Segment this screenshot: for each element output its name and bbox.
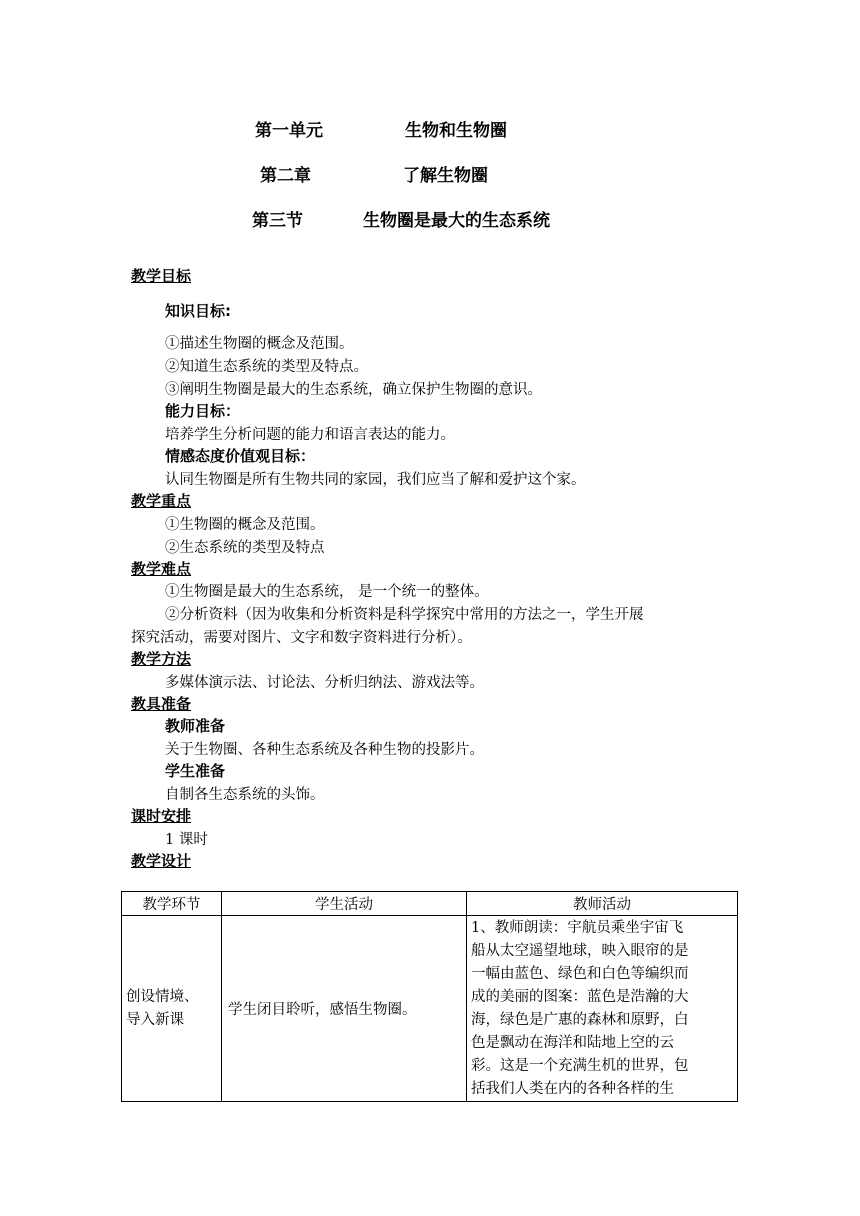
teacher-line: 成的美丽的图案：蓝色是浩瀚的大 [471, 989, 689, 1005]
schedule-heading: 课时安排 [131, 807, 192, 825]
chapter-name: 了解生物圈 [403, 166, 488, 186]
emotion-goals-text: 认同生物圈是所有生物共同的家园，我们应当了解和爱护这个家。 [165, 472, 586, 488]
design-table [121, 891, 738, 1102]
difficulties-heading: 教学难点 [131, 560, 192, 578]
knowledge-goals-label: 知识目标: [165, 302, 231, 320]
column-header-stage: 教学环节 [122, 892, 222, 916]
key-points-heading: 教学重点 [131, 492, 192, 510]
teacher-prep-text: 关于生物圈、各种生态系统及各种生物的投影片。 [165, 742, 484, 758]
teacher-line: 1、教师朗读：宇航员乘坐宇宙飞 [471, 920, 684, 936]
methods-heading: 教学方法 [131, 650, 192, 668]
design-heading: 教学设计 [131, 852, 192, 870]
ability-goals-text: 培养学生分析问题的能力和语言表达的能力。 [165, 427, 455, 443]
key-point-item: ①生物圈的概念及范围。 [165, 517, 325, 533]
column-header-student: 学生活动 [222, 892, 467, 916]
section-name: 生物圈是最大的生态系统 [363, 211, 550, 231]
stage-line: 创设情境、 [126, 988, 199, 1005]
unit-label: 第一单元 [255, 121, 323, 141]
ability-goals-label: 能力目标： [165, 402, 241, 420]
teacher-line: 色是飘动在海洋和陆地上空的云 [471, 1035, 674, 1051]
teacher-line: 船从太空遥望地球，映入眼帘的是 [471, 943, 689, 959]
student-activity-cell: 学生闭目聆听，感悟生物圈。 [222, 916, 467, 1102]
teacher-activity-cell [467, 916, 738, 1102]
stage-line: 导入新课 [126, 1011, 184, 1028]
emotion-goals-label: 情感态度价值观目标： [165, 447, 316, 465]
difficulty-item: ②分析资料（因为收集和分析资料是科学探究中常用的方法之一，学生开展 [165, 607, 644, 623]
student-prep-label: 学生准备 [165, 762, 226, 780]
knowledge-item: ①描述生物圈的概念及范围。 [165, 336, 354, 352]
teacher-line: 一幅由蓝色、绿色和白色等编织而 [471, 966, 689, 982]
teacher-line: 海，绿色是广惠的森林和原野，白 [471, 1012, 689, 1028]
table-header-row [122, 892, 738, 916]
tools-heading: 教具准备 [131, 695, 192, 713]
column-header-teacher: 教师活动 [467, 892, 738, 916]
teacher-prep-label: 教师准备 [165, 717, 226, 735]
unit-name: 生物和生物圈 [405, 121, 507, 141]
difficulty-item-continued: 探究活动，需要对图片、文字和数字资料进行分析）。 [131, 630, 472, 646]
stage-cell [122, 916, 222, 1102]
chapter-label: 第二章 [260, 166, 311, 186]
knowledge-item: ②知道生态系统的类型及特点。 [165, 359, 368, 375]
student-prep-text: 自制各生态系统的头饰。 [165, 787, 325, 803]
goals-heading: 教学目标 [131, 267, 192, 285]
knowledge-item: ③阐明生物圈是最大的生态系统，确立保护生物圈的意识。 [165, 382, 542, 398]
teacher-line: 括我们人类在内的各种各样的生 [471, 1081, 674, 1097]
key-point-item: ②生态系统的类型及特点 [165, 540, 325, 556]
teacher-line: 彩。这是一个充满生机的世界，包 [471, 1058, 689, 1074]
schedule-text: 1 课时 [165, 832, 208, 848]
section-label: 第三节 [252, 211, 303, 231]
difficulty-item: ①生物圈是最大的生态系统， 是一个统一的整体。 [165, 584, 489, 600]
methods-text: 多媒体演示法、讨论法、分析归纳法、游戏法等。 [165, 675, 484, 691]
table-row [122, 916, 738, 1102]
